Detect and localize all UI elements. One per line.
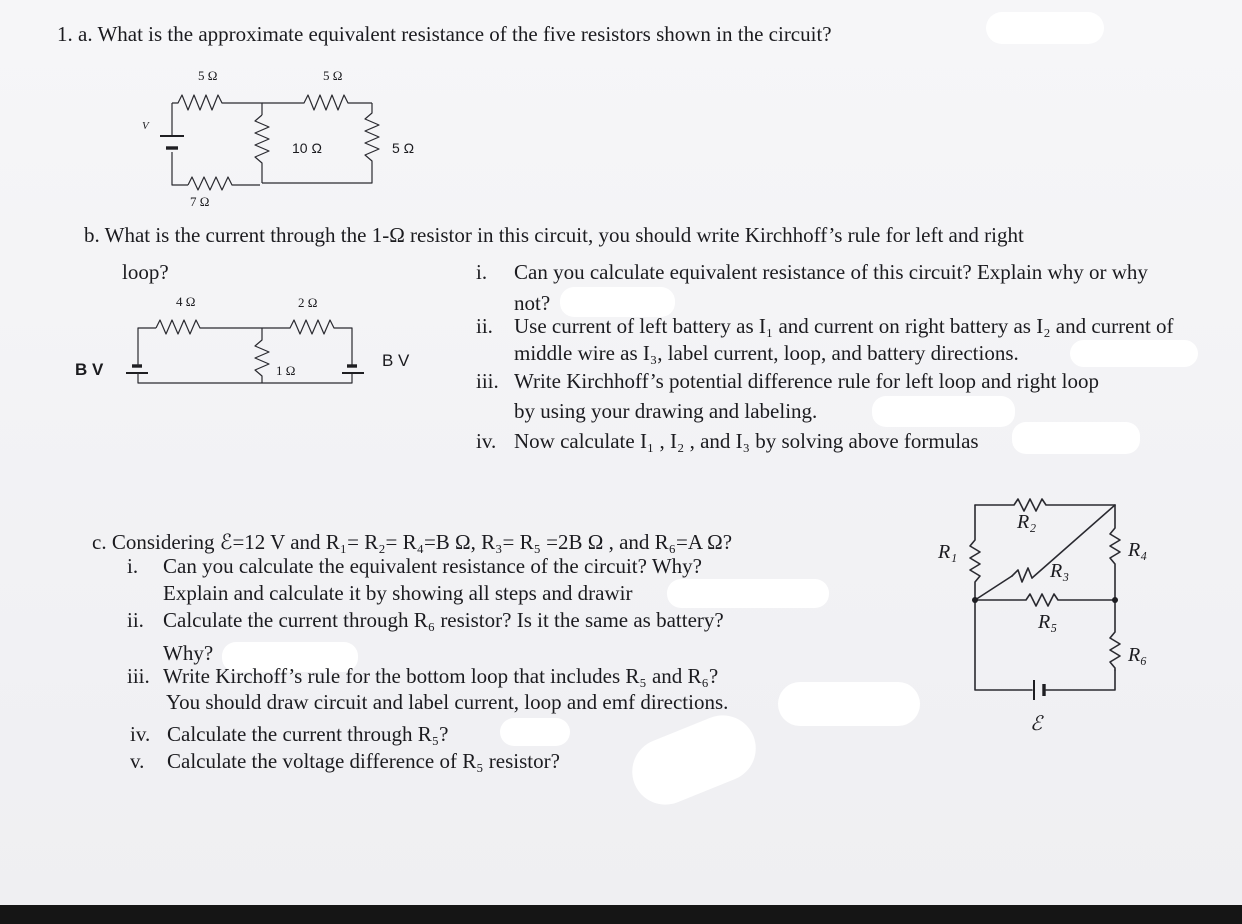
item-text: Can you calculate equivalent resistance of this circuit? Explain why or why (514, 260, 1148, 284)
item-text: Why? (163, 641, 214, 665)
resistor-label-r5: R₅ (1038, 611, 1058, 633)
item-text: middle wire as I₃, label current, loop, and battery directions. (514, 341, 1019, 365)
battery-label: V (142, 120, 149, 132)
question-1c-text: c. Considering ℰ=12 V and R₁= R₂= R₄=B Ω, R₃= R₅ =2B Ω , and R₆=A Ω? (92, 530, 733, 554)
item-text: Explain and calculate it by showing all steps and drawir (163, 581, 633, 605)
item-number: ii. (476, 314, 493, 338)
resistor-label: 5 Ω (392, 140, 415, 156)
item-number: iv. (476, 429, 497, 453)
item-text: Calculate the voltage difference of R₅ resistor? (167, 749, 560, 773)
resistor-label-r1: R₁ (938, 541, 958, 563)
question-1b-text-cont: loop? (122, 260, 169, 284)
resistor-label-r3: R₃ (1050, 560, 1070, 582)
resistor-label: 1 Ω (276, 363, 296, 378)
battery-label: B V (382, 351, 410, 370)
resistor-label: 4 Ω (176, 294, 196, 309)
item-text: by using your drawing and labeling. (514, 399, 818, 423)
resistor-label-r6: R₆ (1128, 644, 1148, 666)
item-text: Calculate the current through R₅? (167, 722, 449, 746)
item-number: i. (127, 554, 139, 578)
resistor-label: 5 Ω (198, 68, 218, 83)
resistor-label-r2: R₂ (1017, 511, 1037, 533)
item-text: Write Kirchhoff’s potential difference rule for left loop and right loop (514, 369, 1100, 393)
battery-label: B V (75, 360, 104, 379)
desk-edge (0, 905, 1242, 924)
resistor-label-r4: R₄ (1128, 539, 1148, 561)
question-1a-text: 1. a. What is the approximate equivalent resistance of the five resistors shown in the circuit? (57, 22, 832, 46)
resistor-label: 5 Ω (323, 68, 343, 83)
resistor-label: 2 Ω (298, 295, 318, 310)
item-text: Now calculate I₁ , I₂ , and I₃ by solving above formulas (514, 429, 979, 453)
question-1b-text: b. What is the current through the 1-Ω resistor in this circuit, you should write Kirchhoff’s rule for left and right (84, 223, 1024, 247)
item-text: Write Kirchoff’s rule for the bottom loop that includes R₅ and R₆? (163, 664, 719, 688)
item-number: iii. (476, 369, 499, 393)
item-text: Calculate the current through R₆ resistor? Is it the same as battery? (163, 608, 724, 632)
item-text: Can you calculate the equivalent resistance of the circuit? Why? (163, 554, 702, 578)
item-number: v. (130, 749, 145, 773)
item-number: iv. (130, 722, 151, 746)
item-number: i. (476, 260, 488, 284)
item-number: ii. (127, 608, 144, 632)
item-text: Use current of left battery as I₁ and current on right battery as I₂ and current of (514, 314, 1174, 338)
resistor-label: 7 Ω (190, 194, 210, 209)
item-number: iii. (127, 664, 150, 688)
item-text: not? (514, 291, 551, 315)
resistor-label: 10 Ω (292, 140, 322, 156)
emf-label: ℰ (1030, 713, 1043, 735)
item-text: You should draw circuit and label current, loop and emf directions. (166, 690, 729, 714)
